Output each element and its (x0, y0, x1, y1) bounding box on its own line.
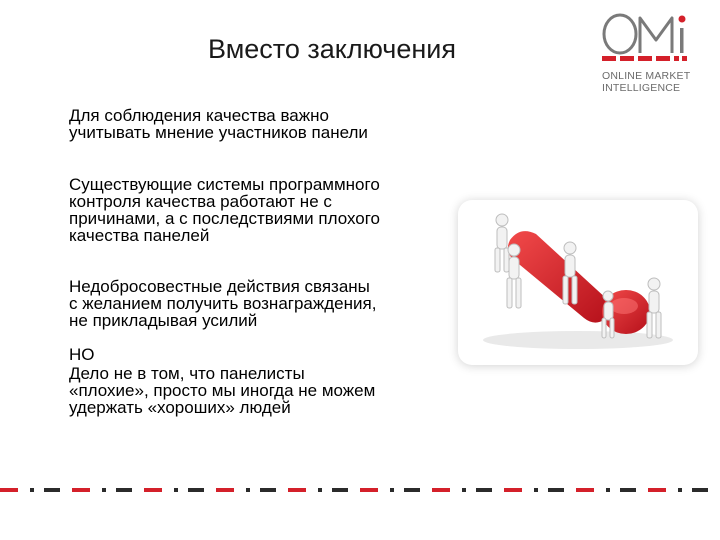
logo-dash-line (602, 56, 692, 62)
paragraph-3 (69, 278, 376, 329)
paragraph-1 (69, 107, 368, 141)
logo-text-line2: INTELLIGENCE (602, 82, 681, 94)
paragraph-4 (69, 346, 95, 363)
text-line: причинами, а с последствиями плохого (69, 209, 381, 228)
text-line: удержать «хороших» людей (69, 398, 291, 417)
text-line: Недобросовестные действия связаны (69, 277, 370, 296)
text-line: контроля качества работают не с (69, 192, 332, 211)
page-title: Вместо заключения (208, 34, 456, 64)
logo-text-line1: ONLINE MARKET (602, 70, 691, 82)
text-line: не прикладывая усилий (69, 311, 258, 330)
footer-dash-line (0, 486, 720, 494)
omi-logo-mark-icon (600, 10, 700, 58)
text-line: НО (69, 345, 95, 364)
illustration-card (458, 200, 698, 365)
text-line: «плохие», просто мы иногда не можем (69, 381, 376, 400)
text-line: учитывать мнение участников панели (69, 123, 368, 142)
text-line: с желанием получить вознаграждения, (69, 294, 377, 313)
text-line: Существующие системы программного (69, 175, 380, 194)
text-line: Для соблюдения качества важно (69, 106, 329, 125)
figures-carrying-exclamation-icon (458, 200, 698, 365)
paragraph-2 (69, 176, 380, 244)
text-line: Дело не в том, что панелисты (69, 364, 305, 383)
omi-logo (600, 10, 700, 95)
text-line: качества панелей (69, 226, 210, 245)
paragraph-5 (69, 365, 375, 416)
